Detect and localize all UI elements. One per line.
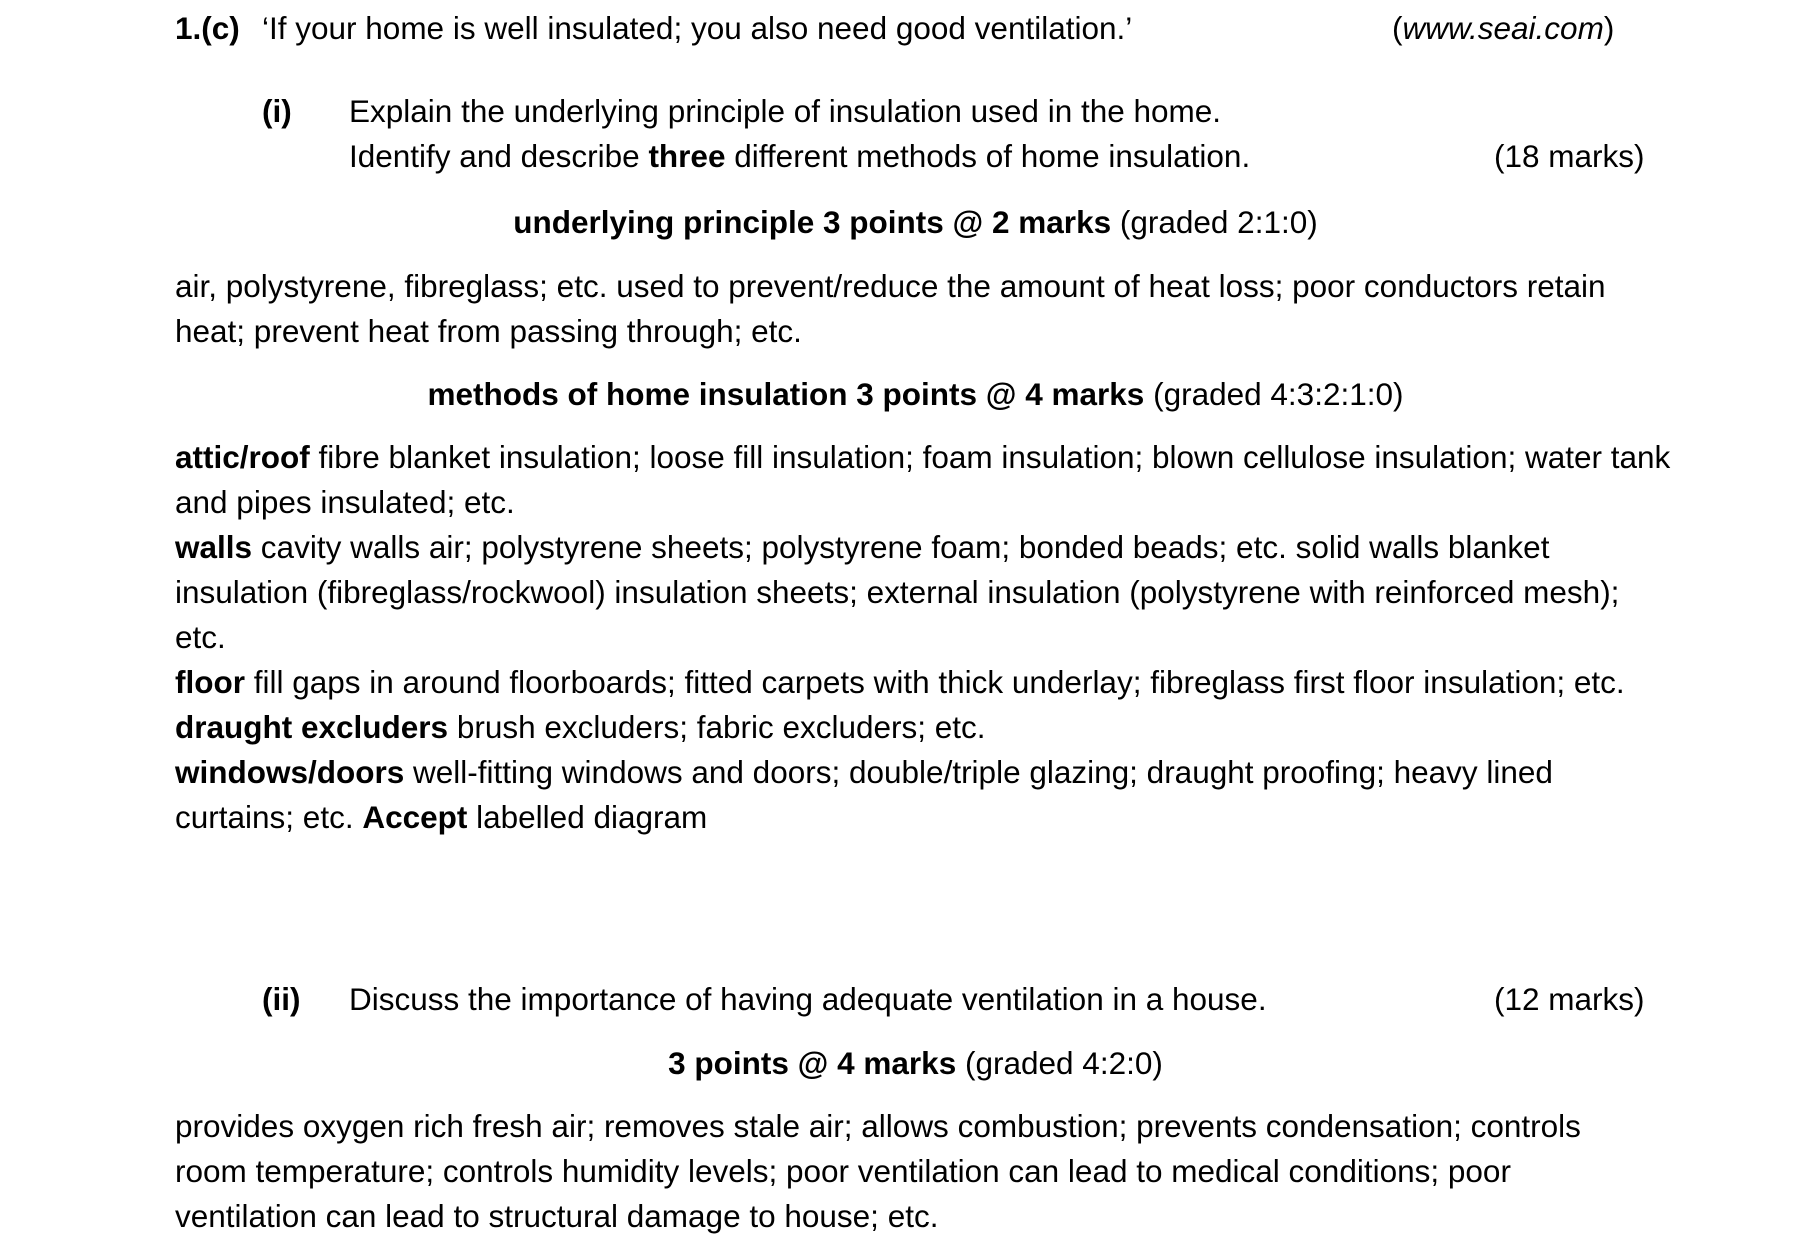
methods-answer — [175, 435, 1675, 840]
part-i-label: (i) — [262, 93, 292, 129]
part-i-marks: (18 marks) — [1494, 138, 1645, 174]
part-ii-marks: (12 marks) — [1494, 981, 1645, 1017]
principle-answer: air, polystyrene, fibreglass; etc. used to prevent/reduce the amount of heat loss; poor conductors retain heat; prevent heat from passing through; etc. — [175, 268, 1606, 349]
method-draught-excluders: draught excluders brush excluders; fabric excluders; etc. — [175, 709, 986, 745]
scheme-heading-principle: underlying principle 3 points @ 2 marks (graded 2:1:0) — [513, 204, 1318, 240]
source-link: www.seai.com — [1402, 10, 1604, 46]
question-quote: ‘If your home is well insulated; you also need good ventilation.’ — [262, 10, 1133, 46]
method-walls: walls cavity walls air; polystyrene sheets; polystyrene foam; bonded beads; etc. solid walls blanket insulation (fibreglass/rockwool) insulation sheets; external insulation (polystyrene with reinforced mesh); etc. — [175, 529, 1620, 655]
method-floor: floor fill gaps in around floorboards; fitted carpets with thick underlay; fibreglass first floor insulation; etc. — [175, 664, 1625, 700]
part-i-question-line1: Explain the underlying principle of insulation used in the home. — [349, 93, 1222, 129]
scheme-heading-ventilation: 3 points @ 4 marks (graded 4:2:0) — [668, 1045, 1163, 1081]
part-i-question-line2: Identify and describe three different methods of home insulation. — [349, 138, 1251, 174]
question-number: 1.(c) — [175, 10, 240, 46]
method-windows-doors: windows/doors well-fitting windows and doors; double/triple glazing; draught proofing; heavy lined curtains; etc. Accept labelled diagram — [175, 754, 1553, 835]
part-ii-question: Discuss the importance of having adequate ventilation in a house. — [349, 981, 1267, 1017]
scheme-heading-methods: methods of home insulation 3 points @ 4 marks (graded 4:3:2:1:0) — [427, 376, 1404, 412]
method-attic-roof: attic/roof fibre blanket insulation; loose fill insulation; foam insulation; blown cellulose insulation; water tank and pipes insulated; etc. — [175, 439, 1671, 520]
ventilation-answer: provides oxygen rich fresh air; removes stale air; allows combustion; prevents condensation; controls room temperature; controls humidity levels; poor ventilation can lead to medical conditions; poor ventilation can lead to structural damage to house; etc. — [175, 1108, 1581, 1234]
part-ii-label: (ii) — [262, 981, 301, 1017]
source-citation: (www.seai.com) — [1392, 10, 1615, 46]
